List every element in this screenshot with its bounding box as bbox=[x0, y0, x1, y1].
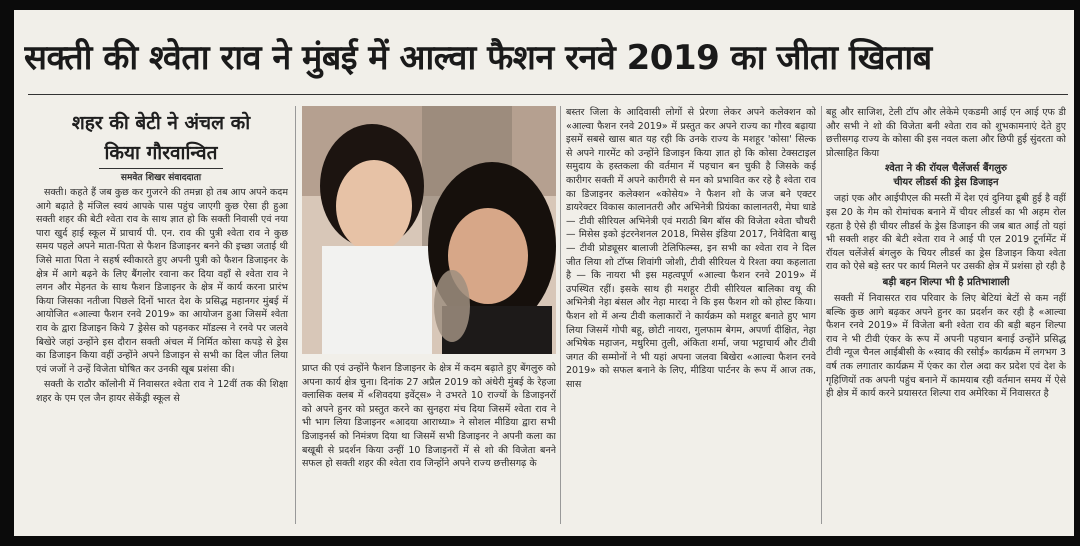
column-2-under-photo bbox=[302, 362, 556, 526]
column-4-para-3: सक्ती में निवासरत राव परिवार के लिए बेटियां बेटों से कम नहीं बल्कि कुछ आगे बढ़कर अपने हुनर का प्रदर्शन कर रही है «आल्वा फैशन रनवे 2019» में विजेता बनी श्वेता राव की बड़ी बहन शिल्पा राव ने भी टीवी एंकर के रूप में अपनी पहचान बनाई उन्होंने प्रसिद्ध टीवी न्यूज चैनल आईबीसी के «स्वाद की रसोई» कार्यक्रम में लगभग 3 वर्ष तक लगातार कार्यक्रम में एंकर का रोल अदा कर प्रदेश एवं देश के गृहिणियों तक अपनी पहुंच बनाने में कामयाब रही वर्तमान समय में ऐसे ही क्षेत्र में कार्य करने प्रयासरत शिल्पा राव अमेरिका में निवासरत है bbox=[826, 292, 1066, 400]
column-1 bbox=[36, 186, 288, 526]
photo-two-women-with-trophy bbox=[302, 106, 556, 354]
column-divider bbox=[560, 106, 561, 524]
section-heading-cheerleaders-line-2: चीयर लीडर्स की ड्रेस डिजाइन bbox=[893, 177, 999, 189]
subheadline-line-1: शहर की बेटी ने अंचल को bbox=[71, 112, 251, 134]
column-divider bbox=[295, 106, 296, 524]
photo-illustration bbox=[302, 106, 556, 354]
column-divider bbox=[821, 106, 822, 524]
newspaper-clipping bbox=[14, 10, 1074, 536]
section-heading-cheerleaders-line-1: श्वेता ने की रॉयल चैलेंजर्स बैंगलुरु bbox=[885, 163, 1007, 175]
byline: समवेत शिखर संवाददाता bbox=[120, 173, 202, 183]
column-1-para-2: सक्ती के राठौर कॉलोनी में निवासरत श्वेता राव ने 12वीं तक की शिक्षा शहर के एम एल जैन हायर सेकेंड्री स्कूल से bbox=[36, 379, 288, 404]
headline-rule bbox=[28, 94, 1068, 95]
column-2-para: प्राप्त की एवं उन्होंने फैशन डिजाइनर के क्षेत्र में कदम बढ़ाते हुए बेंगलुरु को अपना कार्य क्षेत्र चुना। दिनांक 27 अप्रैल 2019 को अंधेरी मुंबई के रेहजा क्लासिक क्लब में «शिवदया इवेंट्स» ने उभरते 10 राज्यों के डिजाइनरों को अपने हुनर को प्रस्तुत करने का सुनहरा मंच दिया जिसमें श्वेता राव ने भी भाग लिया डिजाइनर «आदया आराध्या» ने सोशल मीडिया द्वारा सभी डिजाइनर्स को निमंत्रण दिया था जिसमें सभी डिजाइनर ने अपनी कला का बखूबी से प्रदर्शन किया उन्हीं 10 डिजाइनरों में से शो की विजेता बनने सफल हो सक्ती शहर की श्वेता राव जिन्होंने अपने राज्य छत्तीसगढ़ के bbox=[302, 363, 556, 470]
section-heading-cheerleaders bbox=[826, 162, 1066, 190]
column-3-para: बस्तर जिला के आदिवासी लोगों से प्रेरणा लेकर अपने कलेक्शन को «आल्वा फैशन रनवे 2019» में प्रस्तुत कर अपने राज्य का गौरव बढ़ाया इसमें सबसे खास बात यह रही कि उनके राज्य के मशहूर 'कोसा' सिल्क से अपने गारमेंट को उन्होंने डिजाइन किया ज्ञात हो कि कोसा टेक्सटाइल समुदाय के हस्तकला की वर्तमान में पहचान बन चुकी है जिसके कई कारीगर सक्ती में अपने कारीगरी से मन को प्रभावित कर रहे है श्वेता राव का डिजाइनर कलेक्शन «कोसेय» ने फैशन शो के जज बने एक्टर डायरेक्टर विकास कालानतरी और अभिनेत्री प्रियंका कालानतरी, मेघा धाडे — टीवी सीरियल अभिनेत्री एवं मराठी बिग बॉस की विजेता श्वेता चौधरी — मिसेस इको इंटरनेशनल 2018, मिसेस इंडिया 2017, निवेदिता बासु — टीवी प्रोड्यूसर बालाजी टेलिफिल्म्स, इन सभी का श्वेता राव ने दिल जीत लिया शो टॉप्स शिवांगी जोशी, टीवी सीरियल ये रिश्ता क्या कहलाता है — कि नायरा भी इस महत्वपूर्ण «आल्वा फैशन रनवे 2019» में उपस्थित रहीं। इसके साथ ही मशहूर टीवी सीरियल बालिका वधू की अभिनेत्री नेहा बंसल और नेहा मारदा ने कि इस फैशन शो को होस्ट किया। फैशन शो में अन्य टीवी कलाकारों ने कार्यक्रम को मशहूर बनाते हुए भाग लिया जिसमें गोपी बहू, छोटी नायरा, गुलफाम बेगम, अपर्णा दीक्षित, नेहा अभिषेक महाजन, मधुरिमा तुली, अंकिता शर्मा, जया भट्टाचार्य और टीवी जगत की सम्मोनों ने भी यहां अपना जलवा बिखेरा «आल्वा फैशन रनवे 2019» को सफल बनाने के लिए, मीडिया पार्टनर के रूप में आज तक, सास bbox=[566, 107, 816, 390]
column-1-para-1: सक्ती। कहते हैं जब कुछ कर गुजरने की तमन्ना हो तब आप अपने कदम आगे बढ़ाते है मंजिल स्वयं आपके पास पहुंच जाएगी कुछ ऐसा ही हुआ सक्ती शहर की बेटी श्वेता राव के साथ ज्ञात हो कि सक्ती निवासी एवं नया पारा खुर्द हाई स्कूल में प्राचार्य पी. एन. राव की पुत्री श्वेता राव ने कुछ समय पहले अपने माता-पिता से फैशन डिजाइनर बनने की इच्छा जताई थी जिसे माता पिता ने सहर्ष स्वीकारते हुए अपनी पुत्री को फैशन डिजाइनर के क्षेत्र में आगे बढ़ने के लिए बैंगलोर रवाना कर दिया वहाँ से श्वेता राव ने लगन और मेहनत के साथ फैशन डिजाइनर के क्षेत्र में कार्य करना प्रारंभ किया जिसका नतीजा पिछले दिनों भारत देश के प्रसिद्ध महानगर मुंबई में आयोजित «आल्वा फैशन रनवे 2019» का आयोजन हुआ जिसमें श्वेता राव के द्वारा डिजाइन किये 7 ड्रेसेस को पहनकर मॉडल्स ने रनवे पर जलवे बिखेरे जहां उन्होंने इस दौरान सक्ती अंचल में निर्मित कोसा कपड़े से ड्रेस का डिजाइन किया वहीं उन्होंने अपने डिजाइन से सभी का दिल जीत लिया एवं जजों ने उन्हें विजेता घोषित कर उनकी खूब प्रशंसा की। bbox=[36, 187, 288, 375]
column-3 bbox=[566, 106, 816, 526]
column-4-para-1: बहू और साजिश, टेली टॉप और लेकेमे एकडमी आई एन आई एफ डी और सभी ने शो की विजेता बनी श्वेता राव को शुभकामनाएं देते हुए छत्तीसगढ़ राज्य के कोसा की इस नवल कला और छिपी हुई सुंदरता को प्रोत्साहित किया bbox=[826, 107, 1066, 159]
headline: सक्ती की श्वेता राव ने मुंबई में आल्वा फैशन रनवे 2019 का जीता खिताब bbox=[24, 38, 932, 78]
subheadline bbox=[36, 108, 286, 169]
section-heading-sister: बड़ी बहन शिल्पा भी है प्रतिभाशाली bbox=[882, 276, 1010, 288]
column-4-para-2: जहां एक और आईपीएल की मस्ती में देश एवं दुनिया डूबी हुई है वहीं इस 20 के गेम को रोमांचक बनाने में चीयर लीडर्स का भी अहम रोल रहता है ऐसे ही चीयर लीडर्स के ड्रेस डिजाइन की जब बात आई तो यहां भी सक्ती शहर की बेटी श्वेता राव ने आई पी एल 2019 टूर्नामेंट में रॉयल चलेंजेर्स बंगलुरु के चियर लीडर्स का ड्रेस डिजाइन किया श्वेता राव को ऐसे बड़े स्तर पर कार्य मिलने पर उसकी क्षेत्र में प्रशंसा हो रही है bbox=[826, 193, 1066, 273]
column-4 bbox=[826, 106, 1066, 526]
subheadline-line-2: किया गौरवान्वित bbox=[99, 138, 224, 169]
